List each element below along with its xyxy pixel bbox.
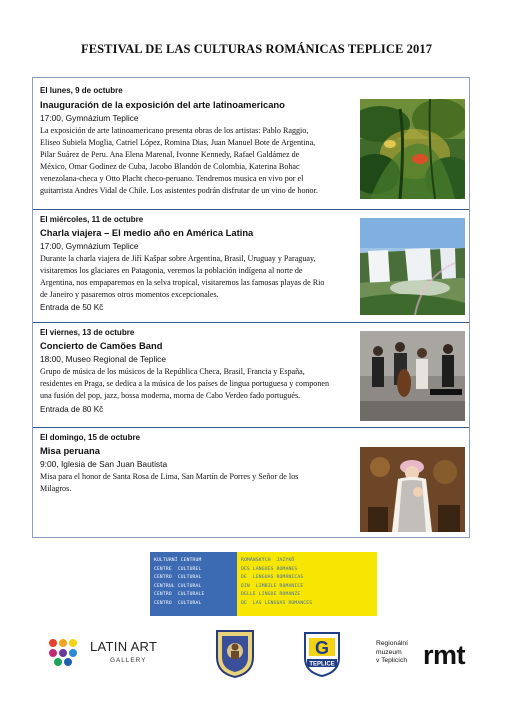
event-item [33, 210, 469, 323]
event-date: El domingo, 15 de octubre [40, 433, 141, 442]
event-description [40, 471, 298, 495]
logo-blue-block [150, 552, 237, 616]
event-description [40, 125, 318, 196]
saint-statue-image [360, 447, 465, 532]
description-line: Milagros. [40, 483, 72, 493]
latin-art-sub: GALLERY [110, 657, 147, 664]
event-date: El viernes, 13 de octubre [40, 328, 135, 337]
description-line: Eliseo Subiela Moglia, Catriel López, Romina Dias, Juan Manuel Bote de Argentina, [40, 137, 316, 147]
description-line: Argentina, nos empaparemos en la selva tropical, visitaremos las famosas playas de Rio [40, 277, 325, 287]
description-line: guitarrista Andres Vidal de Chile. Los asistentes podrán disfrutar de un vino de honor. [40, 185, 318, 195]
logo-right-text: ROMÁNSKÝCH JAZYKŮ DES LANGUES ROMANES DE LENGUAS ROMÁNICAS DIN LIMBILE ROMANICE DELLE LINGUE ROMANZE DE LAS LENGUAS ROMANCES [241, 558, 313, 606]
description-line: venezolana-checa y Otto Placht checo-peruano. Tendremos musica en vivo por el [40, 173, 304, 183]
event-title: Inauguración de la exposición del arte latinoamericano [40, 99, 285, 110]
latin-art-gallery-logo [48, 632, 158, 672]
event-item [33, 78, 469, 210]
description-line: Pilar Suárez de Peru. Ana Elena Marenal, Ivonne Kennedy, Rafael Galdámez de [40, 149, 300, 159]
event-title: Misa peruana [40, 445, 100, 456]
event-venue: 17:00, Gymnázium Teplice [40, 113, 139, 123]
event-date: El lunes, 9 de octubre [40, 86, 123, 95]
regional-museum-text: Regionální muzeum v Teplicích [376, 640, 408, 665]
teplice-label: TEPLICE [309, 661, 335, 668]
logo-left-text: KULTURNÍ CENTRUM CENTRE CULTUREL CENTRO CULTURAL CENTRUL CULTURAL CENTRO CULTURALE CENTRO CULTURAL [154, 558, 205, 606]
centrum-kulturni-logo [150, 552, 377, 616]
regional-museum-logo [376, 640, 476, 680]
description-line: una fusión del pop, jazz, bossa moderna, morna de Cabo Verdeo fado portugués. [40, 390, 301, 400]
logo-yellow-block [237, 552, 377, 616]
waterfalls-image [360, 218, 465, 315]
svg-text:G: G [314, 638, 330, 658]
band-photo-image [360, 331, 465, 421]
description-line: Durante la charla viajera de Jiří Kašpar sobre Argentina, Brasil, Uruguay y Paraguay, [40, 254, 316, 263]
events-frame [32, 77, 470, 538]
description-line: Misa para el honor de Santa Rosa de Lima, San Martín de Porres y Señor de los [40, 472, 299, 481]
event-title: Concierto de Camões Band [40, 340, 163, 351]
teplice-city-logo [302, 630, 342, 678]
jungle-painting-image [360, 99, 465, 199]
description-line: La exposición de arte latinoamericano presenta obras de los artistas: Pablo Raggio, [40, 126, 309, 135]
event-date: El miércoles, 11 de octubre [40, 215, 144, 224]
event-description [40, 253, 324, 301]
description-line: residentes en Praga, se dedica a la música de los países de lingua portuguesa y componen [40, 378, 330, 388]
event-entry-price: Entrada de 50 Kč [40, 303, 104, 312]
event-item [33, 428, 469, 537]
description-line: Grupo de música de los músicos de la República Checa, Brasil, Francia y España, [40, 367, 305, 376]
school-crest-icon [213, 627, 257, 679]
latin-art-name: LATIN ART [90, 639, 158, 654]
event-entry-price: Entrada de 80 Kč [40, 405, 104, 414]
regional-museum-mark: rmt [423, 640, 466, 670]
description-line: visitaremos los glaciares en Patagonia, veremos la población indígena al norte de [40, 265, 303, 275]
event-description [40, 366, 329, 402]
event-title: Charla viajera – El medio año en América Latina [40, 227, 254, 238]
event-item [33, 323, 469, 428]
event-venue: 17:00, Gymnázium Teplice [40, 241, 139, 251]
colorful-dots-icon [48, 638, 82, 668]
description-line: México, Omar Godinez de Cuba, Jacobo Blandón de Colombia, Katerina Bohac [40, 161, 300, 171]
event-venue: 9:00, Iglesia de San Juan Bautista [40, 459, 168, 469]
page-title: FESTIVAL DE LAS CULTURAS ROMÁNICAS TEPLICE 2017 [80, 42, 433, 56]
event-venue: 18:00, Museo Regional de Teplice [40, 354, 167, 364]
description-line: de Janeiro y pasaremos otros momentos excepcionales. [40, 289, 219, 299]
